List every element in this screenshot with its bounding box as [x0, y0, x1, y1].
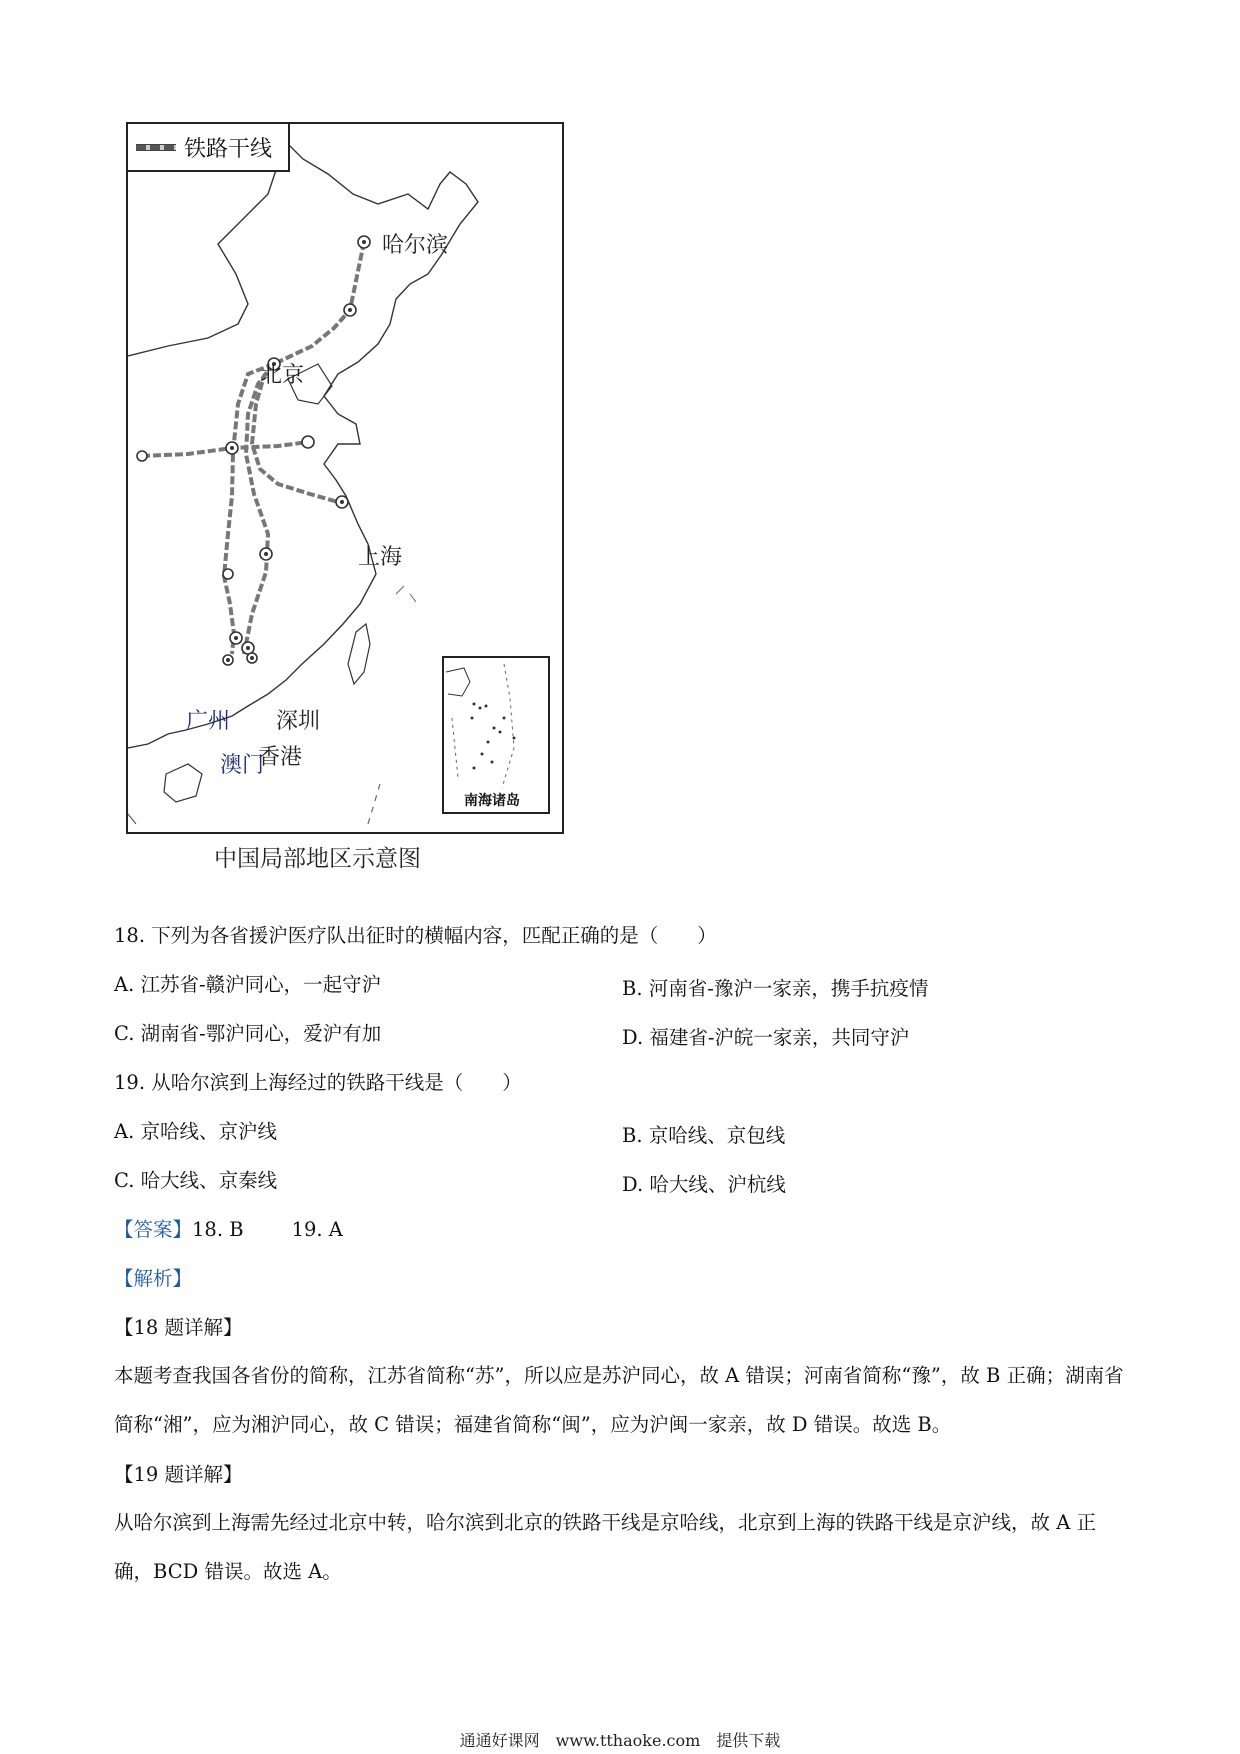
city-hongkong: 香港 [258, 745, 303, 770]
q19-option-d: D. 哈大线、沪杭线 [622, 1173, 786, 1196]
q19-option-b: B. 京哈线、京包线 [622, 1124, 786, 1147]
city-guangzhou: 广州 [186, 709, 231, 734]
answer-19: 19. A [291, 1218, 343, 1241]
station-west [137, 451, 147, 461]
inset-label: 南海诸岛 [464, 793, 520, 809]
rail-jingjiu [244, 364, 274, 654]
q18-detail-title: 【18 题详解】 [114, 1316, 243, 1339]
rail-jingha [274, 242, 364, 364]
q19-stem: 19. 从哈尔滨到上海经过的铁路干线是（ ） [114, 1071, 522, 1094]
answer-label: 【答案】 [114, 1218, 193, 1241]
hainan-outline [164, 764, 202, 802]
q19-detail-text: 从哈尔滨到上海需先经过北京中转，哈尔滨到北京的铁路干线是京哈线，北京到上海的铁路干线是京沪线，故 A 正确，BCD 错误。故选 A。 [114, 1511, 1096, 1583]
station-xuzhou [302, 436, 314, 448]
q19-option-a: A. 京哈线、京沪线 [114, 1120, 277, 1143]
q18-stem: 18. 下列为各省援沪医疗队出征时的横幅内容，匹配正确的是（ ） [114, 924, 717, 947]
railway-legend-swatch [136, 144, 176, 151]
answer-line [114, 1218, 343, 1241]
station-wuhan [223, 569, 233, 579]
answer-18: 18. B [192, 1218, 244, 1241]
south-china-sea-inset [442, 656, 550, 814]
china-railway-map [126, 122, 564, 834]
q18-option-d: D. 福建省-沪皖一家亲，共同守沪 [622, 1026, 910, 1049]
analysis-label: 【解析】 [114, 1267, 193, 1290]
city-beijing: 北京 [260, 363, 305, 388]
q18-option-c: C. 湖南省-鄂沪同心，爱沪有加 [114, 1022, 382, 1045]
city-shenzhen: 深圳 [276, 709, 321, 734]
page-footer: 通通好课网 www.tthaoke.com 提供下载 [459, 1731, 781, 1750]
city-macau: 澳门 [220, 753, 265, 778]
city-shanghai: 上海 [358, 545, 403, 570]
q18-detail-text: 本题考查我国各省份的简称，江苏省简称“苏”，所以应是苏沪同心，故 A 错误；河南省简称“豫”，故 B 正确；湖南省简称“湘”，应为湘沪同心，故 C 错误；福建省简称“闽”，应为沪闽一家亲，故 D 错误。故选 B。 [114, 1364, 1124, 1436]
q18-option-a: A. 江苏省-赣沪同心，一起守沪 [114, 973, 382, 996]
inset-drawing [444, 658, 548, 812]
q19-detail-title: 【19 题详解】 [114, 1463, 243, 1486]
railway-lines [142, 242, 364, 654]
map-legend [128, 124, 290, 172]
taiwan-outline [348, 624, 370, 684]
city-harbin: 哈尔滨 [382, 233, 449, 258]
q19-option-c: C. 哈大线、京秦线 [114, 1169, 278, 1192]
q18-option-b: B. 河南省-豫沪一家亲，携手抗疫情 [622, 977, 929, 1000]
legend-label: 铁路干线 [184, 136, 273, 162]
map-caption: 中国局部地区示意图 [214, 846, 421, 872]
rail-longhai [142, 442, 308, 456]
